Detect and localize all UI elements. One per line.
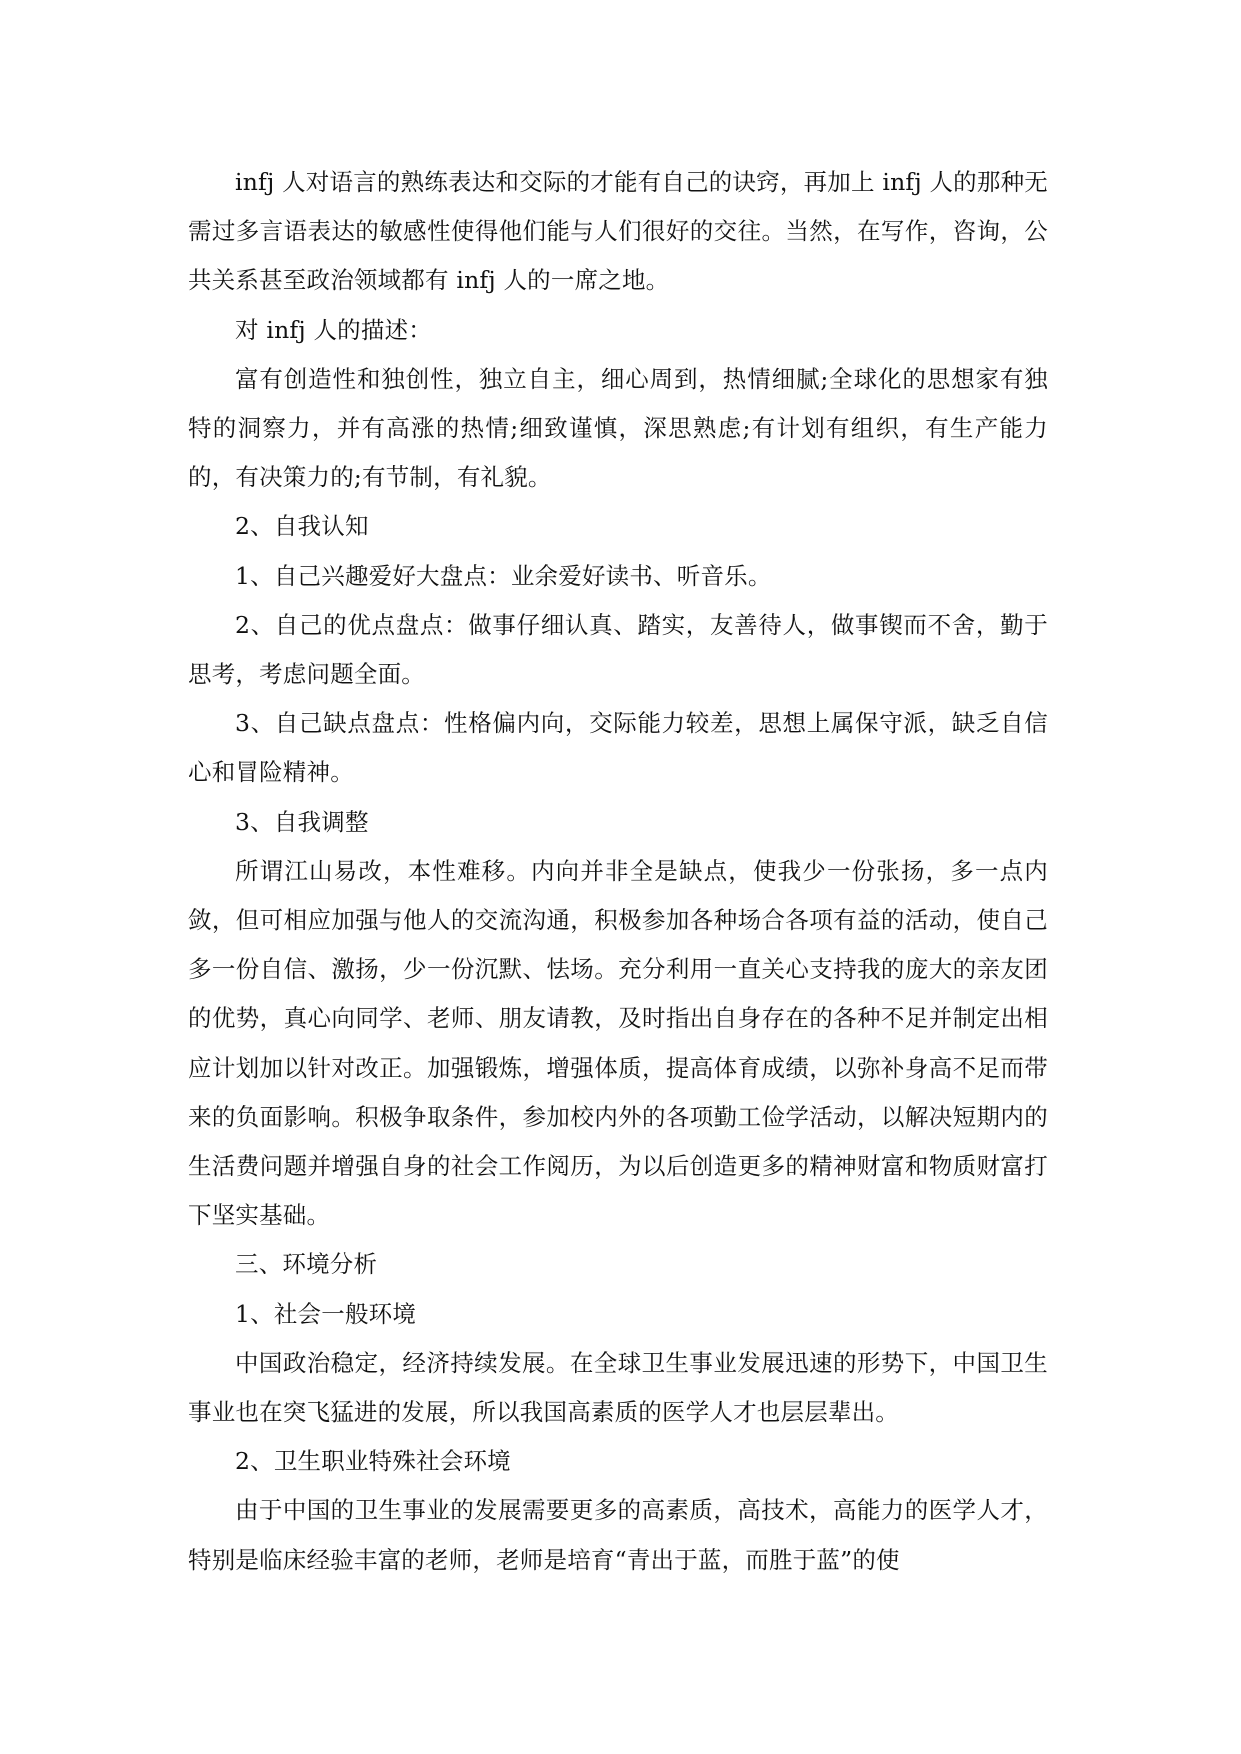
paragraph-infj-communication: infj 人对语言的熟练表达和交际的才能有自己的诀窍，再加上 infj 人的那种无需过多言语表达的敏感性使得他们能与人们很好的交往。当然，在写作，咨询，公共关系甚至政治领域都有 infj 人的一席之地。 — [188, 168, 1048, 295]
list-item-interests: 1、自己兴趣爱好大盘点：业余爱好读书、听音乐。 — [235, 561, 772, 590]
section-heading-environment-analysis: 三、环境分析 — [235, 1250, 378, 1279]
list-item-weaknesses: 3、自己缺点盘点：性格偏内向，交际能力较差，思想上属保守派，缺乏自信心和冒险精神。 — [188, 709, 1048, 787]
document-body — [188, 158, 1048, 1585]
list-item-strengths: 2、自己的优点盘点：做事仔细认真、踏实，友善待人，做事锲而不舍，勤于思考，考虑问题全面。 — [188, 610, 1048, 689]
paragraph-self-adjustment: 所谓江山易改，本性难移。内向并非全是缺点，使我少一份张扬，多一点内敛，但可相应加强与他人的交流沟通，积极参加各种场合各项有益的活动，使自己多一份自信、激扬，少一份沉默、怯场。充分利用一直关心支持我的庞大的亲友团的优势，真心向同学、老师、朋友请教，及时指出自身存在的各种不足并制定出相应计划加以针对改正。加强锻炼，增强体质，提高体育成绩，以弥补身高不足而带来的负面影响。积极争取条件，参加校内外的各项勤工俭学活动，以解决短期内的生活费问题并增强自身的社会工作阅历，为以后创造更多的精神财富和物质财富打下坚实基础。 — [188, 856, 1048, 1230]
subheading-health-profession-environment: 2、卫生职业特殊社会环境 — [235, 1447, 511, 1476]
paragraph-infj-traits: 富有创造性和独创性，独立自主，细心周到，热情细腻;全球化的思想家有独特的洞察力，并有高涨的热情;细致谨慎，深思熟虑;有计划有组织，有生产能力的，有决策力的;有节制，有礼貌。 — [188, 364, 1048, 492]
paragraph-general-social-environment: 中国政治稳定，经济持续发展。在全球卫生事业发展迅速的形势下，中国卫生事业也在突飞猛进的发展，所以我国高素质的医学人才也层层辈出。 — [188, 1348, 1048, 1427]
paragraph-infj-description-heading: 对 infj 人的描述： — [235, 315, 432, 344]
section-heading-self-adjustment: 3、自我调整 — [235, 807, 369, 836]
subheading-general-social-environment: 1、社会一般环境 — [235, 1299, 417, 1328]
section-heading-self-awareness: 2、自我认知 — [235, 512, 369, 541]
paragraph-health-profession-environment: 由于中国的卫生事业的发展需要更多的高素质，高技术，高能力的医学人才，特别是临床经验丰富的老师，老师是培育“青出于蓝，而胜于蓝”的使 — [188, 1496, 1048, 1574]
